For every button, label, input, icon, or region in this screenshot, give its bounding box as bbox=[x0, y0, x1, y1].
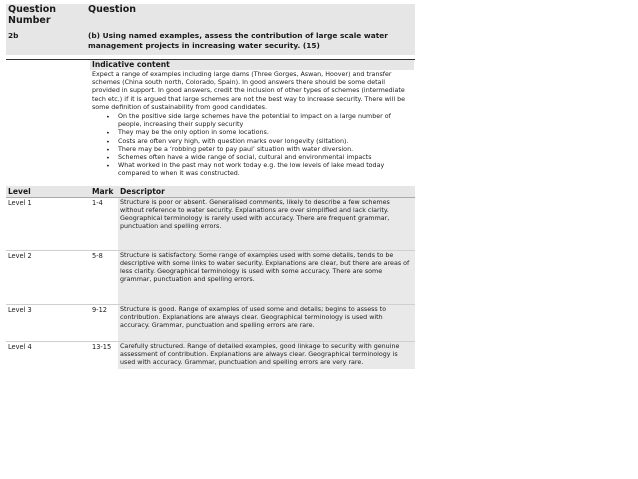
table-row bbox=[6, 304, 415, 341]
level-label: Level 3 bbox=[6, 304, 90, 341]
list-item: • On the positive side large schemes have the potential to impact on a large number of people, increasing their supply security bbox=[106, 113, 391, 129]
level-table-header bbox=[6, 186, 415, 198]
mark-range: 5-8 bbox=[90, 250, 118, 304]
level-label: Level 1 bbox=[6, 197, 90, 250]
mark-range: 1-4 bbox=[90, 197, 118, 250]
mark-range: 9-12 bbox=[90, 304, 118, 341]
list-item: • Costs are often very high, with question marks over longevity (siltation). bbox=[106, 137, 349, 146]
question-table bbox=[6, 4, 415, 60]
question-number-header: Question Number bbox=[6, 4, 86, 31]
mark-range: 13-15 bbox=[90, 341, 118, 369]
mark-scheme-page bbox=[6, 4, 415, 369]
table-row bbox=[6, 341, 415, 369]
indicative-bullet-list bbox=[92, 113, 412, 179]
level-header: Level bbox=[6, 186, 90, 198]
list-item: • There may be a ‘robbing peter to pay paul’ situation with water diversion. bbox=[106, 145, 354, 154]
question-row bbox=[6, 31, 415, 55]
level-descriptor: Structure is good. Range of examples of used some and details; begins to assess to contribution. Explanations are always clear. Geographical terminology is used with accuracy. Grammar, punctuation and spelling errors are rare. bbox=[118, 304, 415, 341]
level-descriptor: Structure is poor or absent. Generalised comments, likely to describe a few schemes without reference to water security. Explanations are over simplified and lack clarity. Geographical terminology is rarely used with accuracy. There are frequent grammar, punctuation and spelling errors. bbox=[118, 197, 415, 250]
question-text: (b) Using named examples, assess the contribution of large scale water management projects in increasing water security. (15) bbox=[86, 31, 415, 55]
table-row bbox=[6, 197, 415, 250]
bullet-icon: • bbox=[106, 162, 110, 171]
bullet-icon: • bbox=[106, 145, 110, 154]
level-label: Level 2 bbox=[6, 250, 90, 304]
level-label: Level 4 bbox=[6, 341, 90, 369]
indicative-content bbox=[90, 60, 414, 179]
indicative-content-title: Indicative content bbox=[90, 60, 414, 70]
list-item: • They may be the only option in some locations. bbox=[106, 129, 269, 138]
table-row bbox=[6, 250, 415, 304]
bullet-icon: • bbox=[106, 154, 110, 163]
level-descriptor: Structure is satisfactory. Some range of examples used with some details, tends to be descriptive with some links to water security. Explanations are clear, but there are areas of less clarity. Geographical terminology is used with some accuracy. There are some grammar, punctuation and spelling errors. bbox=[118, 250, 415, 304]
bullet-icon: • bbox=[106, 137, 110, 146]
level-table bbox=[6, 186, 415, 369]
bullet-icon: • bbox=[106, 113, 110, 122]
question-table-header bbox=[6, 4, 415, 31]
level-descriptor: Carefully structured. Range of detailed examples, good linkage to security with genuine assessment of contribution. Explanations are always clear. Geographical terminology is used with accuracy. Grammar, punctuation and spelling errors are very rare. bbox=[118, 341, 415, 369]
question-header: Question bbox=[86, 4, 415, 31]
descriptor-header: Descriptor bbox=[118, 186, 415, 198]
list-item: • What worked in the past may not work today e.g. the low levels of lake mead today compared to when it was constructed. bbox=[106, 162, 385, 178]
mark-header: Mark bbox=[90, 186, 118, 198]
list-item: • Schemes often have a wide range of social, cultural and environmental impacts bbox=[106, 154, 372, 163]
question-number: 2b bbox=[6, 31, 86, 55]
indicative-content-intro: Expect a range of examples including large dams (Three Gorges, Aswan, Hoover) and transfer schemes (China south north, Colorado, Spain). In good answers there should be some detail provided in support. In good answers, credit the inclusion of other types of schemes (intermediate tech etc.) if it is argued that large schemes are not the best way to increase security. There will be some definition of sustainability from good candidates. bbox=[92, 71, 406, 111]
bullet-icon: • bbox=[106, 129, 110, 138]
